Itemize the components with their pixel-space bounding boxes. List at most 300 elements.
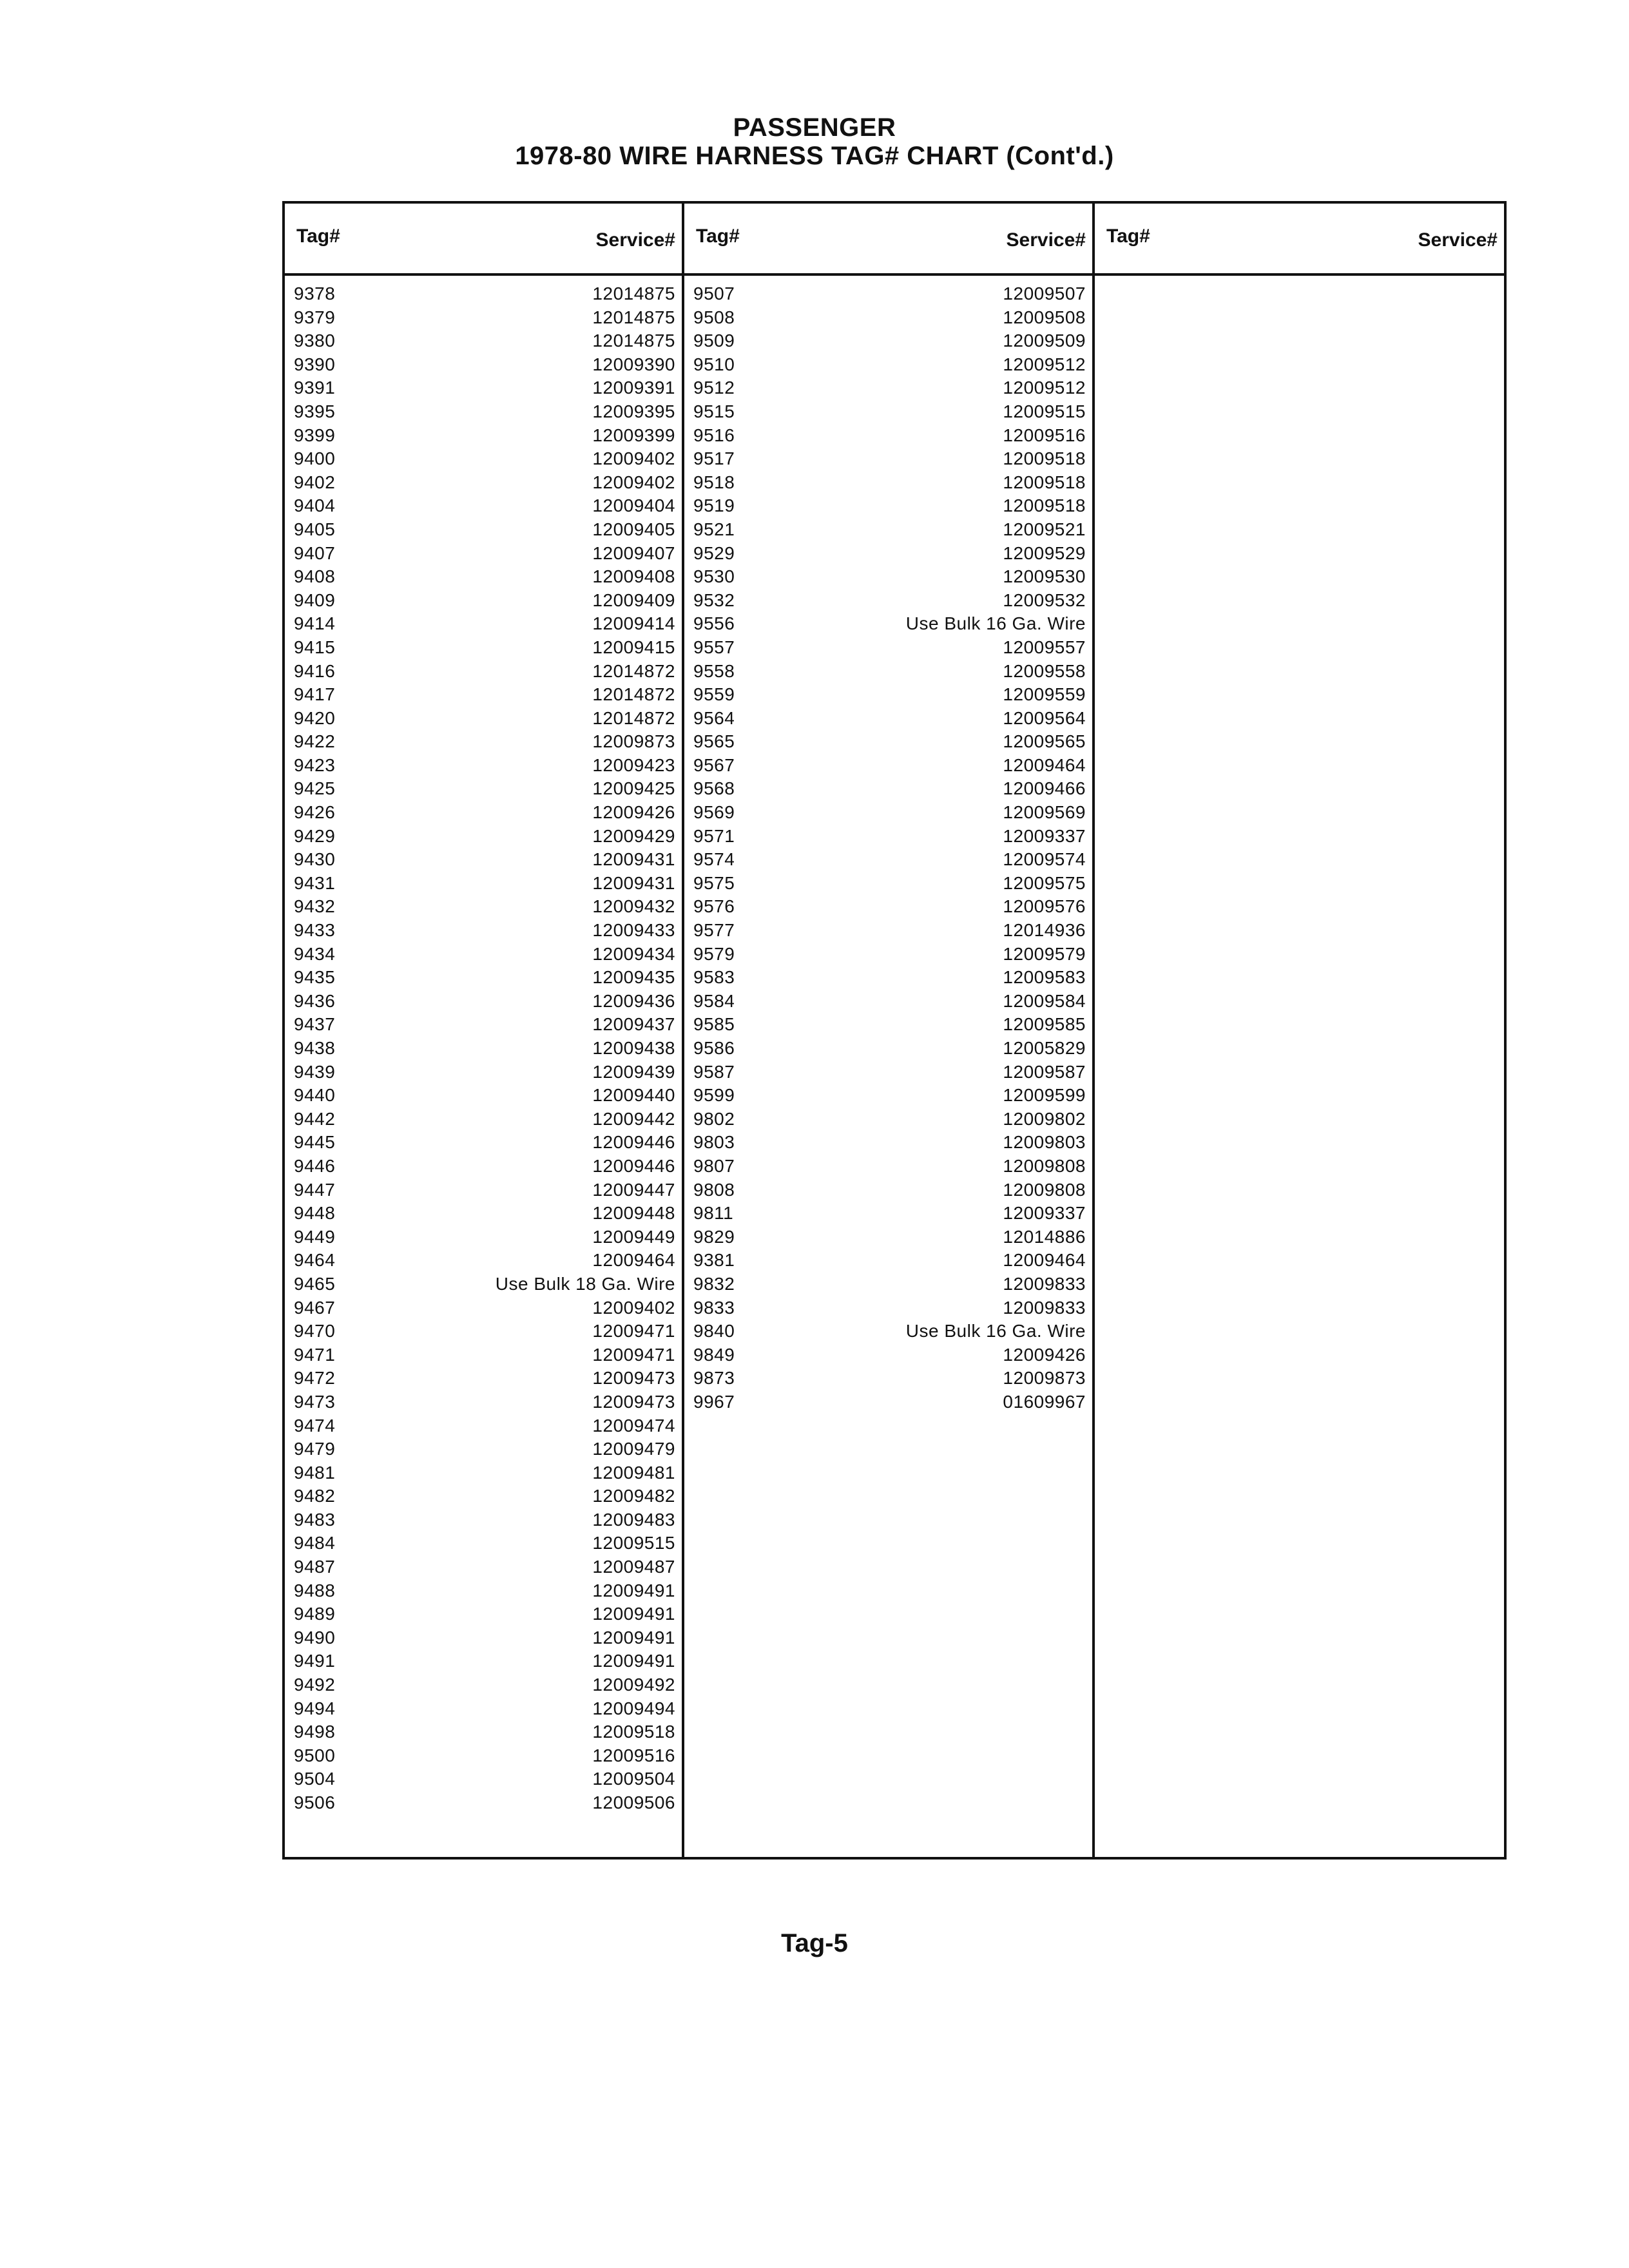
tag-cell: 9494 — [294, 1698, 336, 1718]
table-row — [285, 1697, 682, 1721]
service-cell: 12014886 — [1003, 1226, 1086, 1247]
service-cell: 12009585 — [1003, 1014, 1086, 1035]
tag-cell: 9559 — [693, 684, 735, 705]
tag-cell: 9833 — [693, 1297, 735, 1318]
service-cell: 12009464 — [1003, 1250, 1086, 1271]
service-cell: 12014875 — [592, 307, 675, 327]
table-row — [285, 376, 682, 400]
table-row — [285, 1061, 682, 1084]
tag-cell: 9470 — [294, 1321, 336, 1341]
tag-cell: 9483 — [294, 1509, 336, 1530]
service-cell: 12009442 — [592, 1108, 675, 1129]
table-row — [285, 730, 682, 754]
tag-cell: 9599 — [693, 1085, 735, 1106]
table-row — [285, 636, 682, 660]
service-cell: 12009487 — [592, 1557, 675, 1577]
table-column-2 — [684, 204, 1095, 1857]
table-row — [684, 825, 1092, 849]
tag-cell: 9390 — [294, 354, 336, 374]
table-row — [684, 1013, 1092, 1037]
service-cell: 12009509 — [1003, 331, 1086, 351]
column-rows — [684, 282, 1092, 1414]
table-row — [285, 777, 682, 801]
tag-cell: 9407 — [294, 543, 336, 563]
table-row — [285, 1532, 682, 1555]
service-cell: 12009429 — [592, 825, 675, 846]
table-row — [684, 1131, 1092, 1155]
table-row — [285, 1626, 682, 1650]
table-row — [684, 306, 1092, 330]
tag-cell: 9509 — [693, 331, 735, 351]
service-cell: 12009803 — [1003, 1132, 1086, 1153]
table-row — [684, 424, 1092, 448]
tag-cell: 9517 — [693, 448, 735, 469]
table-row — [285, 1579, 682, 1603]
tag-cell: 9500 — [294, 1745, 336, 1765]
service-cell: 12009404 — [592, 495, 675, 516]
page-number: Tag-5 — [781, 1929, 848, 1957]
tag-cell: 9437 — [294, 1014, 336, 1035]
table-row — [684, 966, 1092, 990]
service-cell: 12009479 — [592, 1439, 675, 1459]
tag-cell: 9498 — [294, 1722, 336, 1742]
service-cell: 12009491 — [592, 1604, 675, 1624]
tag-cell: 9447 — [294, 1179, 336, 1200]
tag-cell: 9832 — [693, 1273, 735, 1294]
table-column-3 — [1095, 204, 1504, 1857]
tag-cell: 9472 — [294, 1368, 336, 1389]
table-row — [684, 376, 1092, 400]
tag-cell: 9491 — [294, 1651, 336, 1671]
service-cell: 12009808 — [1003, 1155, 1086, 1176]
table-row — [684, 1178, 1092, 1202]
tag-cell: 9568 — [693, 778, 735, 799]
table-row — [684, 1249, 1092, 1273]
table-row — [285, 1791, 682, 1815]
table-row — [684, 353, 1092, 377]
tag-cell: 9849 — [693, 1344, 735, 1365]
service-cell: 12014875 — [592, 284, 675, 303]
service-cell: 12009579 — [1003, 943, 1086, 964]
tag-cell: 9467 — [294, 1297, 336, 1318]
table-row — [285, 424, 682, 448]
tag-cell: 9442 — [294, 1108, 336, 1129]
tag-cell: 9521 — [693, 519, 735, 539]
table-row — [684, 801, 1092, 825]
table-row — [285, 282, 682, 306]
table-row — [285, 825, 682, 849]
tag-cell: 9571 — [693, 825, 735, 846]
tag-cell: 9432 — [294, 896, 336, 917]
service-cell: 12009518 — [1003, 448, 1086, 469]
table-row — [684, 919, 1092, 943]
tag-cell: 9584 — [693, 990, 735, 1011]
service-cell: 12009491 — [592, 1580, 675, 1600]
table-row — [285, 943, 682, 966]
service-cell: 12009433 — [592, 920, 675, 941]
table-row — [285, 1649, 682, 1673]
tag-cell: 9585 — [693, 1014, 735, 1035]
table-row — [285, 1367, 682, 1390]
table-row — [684, 471, 1092, 495]
tag-cell: 9448 — [294, 1203, 336, 1224]
service-cell: 12009575 — [1003, 872, 1086, 893]
tag-cell: 9471 — [294, 1344, 336, 1365]
service-cell: 12009432 — [592, 896, 675, 917]
service-cell: 12009471 — [592, 1344, 675, 1365]
table-row — [684, 542, 1092, 566]
tag-cell: 9556 — [693, 613, 735, 634]
table-row — [684, 1225, 1092, 1249]
service-cell: 12009833 — [1003, 1297, 1086, 1318]
table-row — [285, 1084, 682, 1108]
table-row — [285, 1673, 682, 1697]
table-row — [684, 895, 1092, 919]
table-row — [684, 518, 1092, 542]
column-header — [1095, 204, 1504, 276]
tag-cell: 9829 — [693, 1226, 735, 1247]
table-row — [285, 471, 682, 495]
tag-cell: 9465 — [294, 1273, 336, 1294]
tag-cell: 9532 — [693, 590, 735, 610]
tag-cell: 9567 — [693, 754, 735, 775]
service-cell: 12009515 — [1003, 401, 1086, 421]
service-cell: 12009449 — [592, 1226, 675, 1247]
service-cell: 12009492 — [592, 1675, 675, 1695]
service-cell: 12009491 — [592, 1627, 675, 1648]
tag-cell: 9408 — [294, 566, 336, 587]
tag-cell: 9529 — [693, 543, 735, 563]
service-cell: 12009518 — [1003, 495, 1086, 516]
service-cell: 12014872 — [592, 707, 675, 728]
service-cell: 12009408 — [592, 566, 675, 587]
tag-cell: 9489 — [294, 1604, 336, 1624]
table-row — [285, 1485, 682, 1508]
service-cell: 12009409 — [592, 590, 675, 610]
tag-cell: 9395 — [294, 401, 336, 421]
service-cell: 12009466 — [1003, 778, 1086, 799]
service-cell: 12009464 — [592, 1250, 675, 1271]
table-row — [684, 1202, 1092, 1225]
service-cell: 12009512 — [1003, 354, 1086, 374]
service-cell: 12009473 — [592, 1368, 675, 1389]
table-row — [285, 1343, 682, 1367]
table-row — [285, 1508, 682, 1532]
table-row — [285, 1461, 682, 1485]
tag-cell: 9399 — [294, 425, 336, 445]
table-row — [285, 707, 682, 731]
tag-cell: 9508 — [693, 307, 735, 327]
tag-cell: 9516 — [693, 425, 735, 445]
tag-cell: 9434 — [294, 943, 336, 964]
service-cell: 12009414 — [592, 613, 675, 634]
service-cell: 12009802 — [1003, 1108, 1086, 1129]
table-row — [684, 1061, 1092, 1084]
tag-cell: 9402 — [294, 472, 336, 492]
tag-cell: 9474 — [294, 1415, 336, 1436]
service-cell: 12009583 — [1003, 967, 1086, 988]
tag-cell: 9479 — [294, 1439, 336, 1459]
service-cell: 12009448 — [592, 1203, 675, 1224]
service-cell: 12009599 — [1003, 1085, 1086, 1106]
service-cell: 12009423 — [592, 754, 675, 775]
table-row — [285, 1249, 682, 1273]
table-row — [285, 966, 682, 990]
table-row — [684, 683, 1092, 707]
service-cell: 12009506 — [592, 1792, 675, 1812]
table-row — [285, 683, 682, 707]
tag-header: Tag# — [1106, 226, 1150, 247]
table-row — [684, 990, 1092, 1014]
tag-cell: 9808 — [693, 1179, 735, 1200]
table-row — [285, 306, 682, 330]
service-cell: 12009521 — [1003, 519, 1086, 539]
tag-cell: 9409 — [294, 590, 336, 610]
tag-cell: 9967 — [693, 1391, 735, 1412]
table-row — [285, 1155, 682, 1178]
table-row — [684, 1296, 1092, 1320]
service-cell: 12014875 — [592, 331, 675, 351]
service-cell: 12009507 — [1003, 284, 1086, 303]
tag-cell: 9433 — [294, 920, 336, 941]
tag-cell: 9436 — [294, 990, 336, 1011]
service-cell: 12009516 — [1003, 425, 1086, 445]
tag-cell: 9803 — [693, 1132, 735, 1153]
tag-cell: 9439 — [294, 1061, 336, 1082]
tag-cell: 9579 — [693, 943, 735, 964]
table-row — [285, 1602, 682, 1626]
service-cell: 12009481 — [592, 1462, 675, 1483]
table-row — [285, 353, 682, 377]
tag-cell: 9565 — [693, 731, 735, 752]
service-cell: 12009532 — [1003, 590, 1086, 610]
tag-cell: 9515 — [693, 401, 735, 421]
table-row — [684, 1108, 1092, 1131]
tag-cell: 9530 — [693, 566, 735, 587]
tag-cell: 9577 — [693, 920, 735, 941]
service-cell: 12009426 — [1003, 1344, 1086, 1365]
tag-cell: 9512 — [693, 378, 735, 398]
table-row — [285, 1131, 682, 1155]
table-row — [285, 1555, 682, 1579]
table-row — [684, 754, 1092, 778]
tag-cell: 9380 — [294, 331, 336, 351]
column-rows — [285, 282, 682, 1815]
tag-cell: 9431 — [294, 872, 336, 893]
tag-cell: 9490 — [294, 1627, 336, 1648]
table-row — [285, 1225, 682, 1249]
service-cell: 12009569 — [1003, 802, 1086, 823]
tag-cell: 9404 — [294, 495, 336, 516]
table-row — [285, 872, 682, 896]
service-cell: 12009395 — [592, 401, 675, 421]
service-cell: 12009407 — [592, 543, 675, 563]
service-cell: 12009529 — [1003, 543, 1086, 563]
table-row — [684, 1343, 1092, 1367]
table-row — [684, 494, 1092, 518]
service-cell: 12009446 — [592, 1132, 675, 1153]
service-cell: 12009873 — [592, 731, 675, 752]
tag-cell: 9415 — [294, 637, 336, 657]
table-row — [684, 1367, 1092, 1390]
tag-cell: 9574 — [693, 849, 735, 870]
service-cell: 12009557 — [1003, 637, 1086, 657]
table-row — [684, 707, 1092, 731]
tag-cell: 9492 — [294, 1675, 336, 1695]
tag-cell: 9575 — [693, 872, 735, 893]
table-row — [684, 777, 1092, 801]
service-header: Service# — [595, 229, 675, 251]
table-row — [684, 1273, 1092, 1296]
service-cell: 12009439 — [592, 1061, 675, 1082]
tag-cell: 9473 — [294, 1391, 336, 1412]
service-cell: 12009435 — [592, 967, 675, 988]
service-cell: 12009437 — [592, 1014, 675, 1035]
tag-cell: 9378 — [294, 284, 336, 303]
service-header: Service# — [1006, 229, 1086, 251]
service-cell: 12009431 — [592, 872, 675, 893]
table-row — [684, 589, 1092, 613]
service-cell: 12009559 — [1003, 684, 1086, 705]
service-cell: 12014872 — [592, 660, 675, 681]
table-row — [684, 730, 1092, 754]
tag-cell: 9379 — [294, 307, 336, 327]
service-cell: 12009833 — [1003, 1273, 1086, 1294]
tag-header: Tag# — [696, 226, 740, 247]
table-row — [285, 589, 682, 613]
tag-cell: 9400 — [294, 448, 336, 469]
service-cell: 12009446 — [592, 1155, 675, 1176]
table-row — [684, 872, 1092, 896]
service-cell: 12014872 — [592, 684, 675, 705]
tag-cell: 9422 — [294, 731, 336, 752]
service-cell: 12009587 — [1003, 1061, 1086, 1082]
service-cell: 12009436 — [592, 990, 675, 1011]
table-row — [285, 895, 682, 919]
tag-cell: 9423 — [294, 754, 336, 775]
service-cell: 12009508 — [1003, 307, 1086, 327]
table-row — [285, 1013, 682, 1037]
tag-cell: 9510 — [693, 354, 735, 374]
tag-cell: 9802 — [693, 1108, 735, 1129]
table-row — [684, 1037, 1092, 1061]
tag-cell: 9504 — [294, 1769, 336, 1789]
service-cell: 12009464 — [1003, 754, 1086, 775]
table-row — [285, 1108, 682, 1131]
tag-cell: 9381 — [693, 1250, 735, 1271]
table-row — [285, 1273, 682, 1296]
table-row — [285, 1437, 682, 1461]
table-row — [684, 1320, 1092, 1343]
service-cell: 12009512 — [1003, 378, 1086, 398]
tag-cell: 9429 — [294, 825, 336, 846]
service-cell: 12009426 — [592, 802, 675, 823]
tag-cell: 9583 — [693, 967, 735, 988]
service-cell: 12009337 — [1003, 1203, 1086, 1224]
tag-cell: 9446 — [294, 1155, 336, 1176]
tag-cell: 9507 — [693, 284, 735, 303]
tag-cell: 9557 — [693, 637, 735, 657]
service-cell: 12009873 — [1003, 1368, 1086, 1389]
tag-cell: 9576 — [693, 896, 735, 917]
table-row — [684, 565, 1092, 589]
tag-cell: 9464 — [294, 1250, 336, 1271]
service-cell: 12014936 — [1003, 920, 1086, 941]
table-row — [285, 660, 682, 684]
tag-cell: 9414 — [294, 613, 336, 634]
service-cell: 12009434 — [592, 943, 675, 964]
tag-cell: 9488 — [294, 1580, 336, 1600]
table-row — [285, 1178, 682, 1202]
tag-cell: 9484 — [294, 1533, 336, 1553]
column-header — [285, 204, 682, 276]
table-row — [285, 494, 682, 518]
service-cell: 12005829 — [1003, 1038, 1086, 1058]
tag-cell: 9445 — [294, 1132, 336, 1153]
table-row — [684, 636, 1092, 660]
table-row — [285, 542, 682, 566]
tag-cell: 9487 — [294, 1557, 336, 1577]
tag-header: Tag# — [296, 226, 340, 247]
tag-cell: 9587 — [693, 1061, 735, 1082]
tag-cell: 9430 — [294, 849, 336, 870]
table-row — [684, 1390, 1092, 1414]
service-cell: 01609967 — [1003, 1391, 1086, 1412]
table-row — [684, 612, 1092, 636]
tag-cell: 9482 — [294, 1486, 336, 1506]
service-cell: 12009564 — [1003, 707, 1086, 728]
service-cell: 12009515 — [592, 1533, 675, 1553]
service-cell: 12009565 — [1003, 731, 1086, 752]
table-row — [285, 447, 682, 471]
service-cell: 12009390 — [592, 354, 675, 374]
tag-cell: 9435 — [294, 967, 336, 988]
table-row — [684, 400, 1092, 424]
service-cell: 12009558 — [1003, 660, 1086, 681]
table-row — [684, 660, 1092, 684]
table-row — [285, 1390, 682, 1414]
tag-cell: 9873 — [693, 1368, 735, 1389]
service-cell: 12009438 — [592, 1038, 675, 1058]
tag-cell: 9569 — [693, 802, 735, 823]
table-row — [285, 848, 682, 872]
table-row — [285, 518, 682, 542]
tag-cell: 9449 — [294, 1226, 336, 1247]
table-row — [285, 1202, 682, 1225]
service-cell: 12009402 — [592, 472, 675, 492]
service-cell: 12009504 — [592, 1769, 675, 1789]
service-cell: 12009431 — [592, 849, 675, 870]
tag-cell: 9438 — [294, 1038, 336, 1058]
page-title: PASSENGER — [733, 113, 896, 142]
service-cell: 12009516 — [592, 1745, 675, 1765]
tag-cell: 9807 — [693, 1155, 735, 1176]
table-row — [285, 400, 682, 424]
table-row — [684, 329, 1092, 353]
table-row — [684, 848, 1092, 872]
service-cell: 12009491 — [592, 1651, 675, 1671]
table-row — [285, 1767, 682, 1791]
tag-cell: 9440 — [294, 1085, 336, 1106]
tag-cell: 9586 — [693, 1038, 735, 1058]
service-cell: 12009471 — [592, 1321, 675, 1341]
page-subtitle: 1978-80 WIRE HARNESS TAG# CHART (Cont'd.) — [515, 142, 1114, 170]
table-row — [285, 919, 682, 943]
tag-cell: 9506 — [294, 1792, 336, 1812]
table-row — [285, 1296, 682, 1320]
table-row — [285, 1037, 682, 1061]
service-cell: 12009473 — [592, 1391, 675, 1412]
